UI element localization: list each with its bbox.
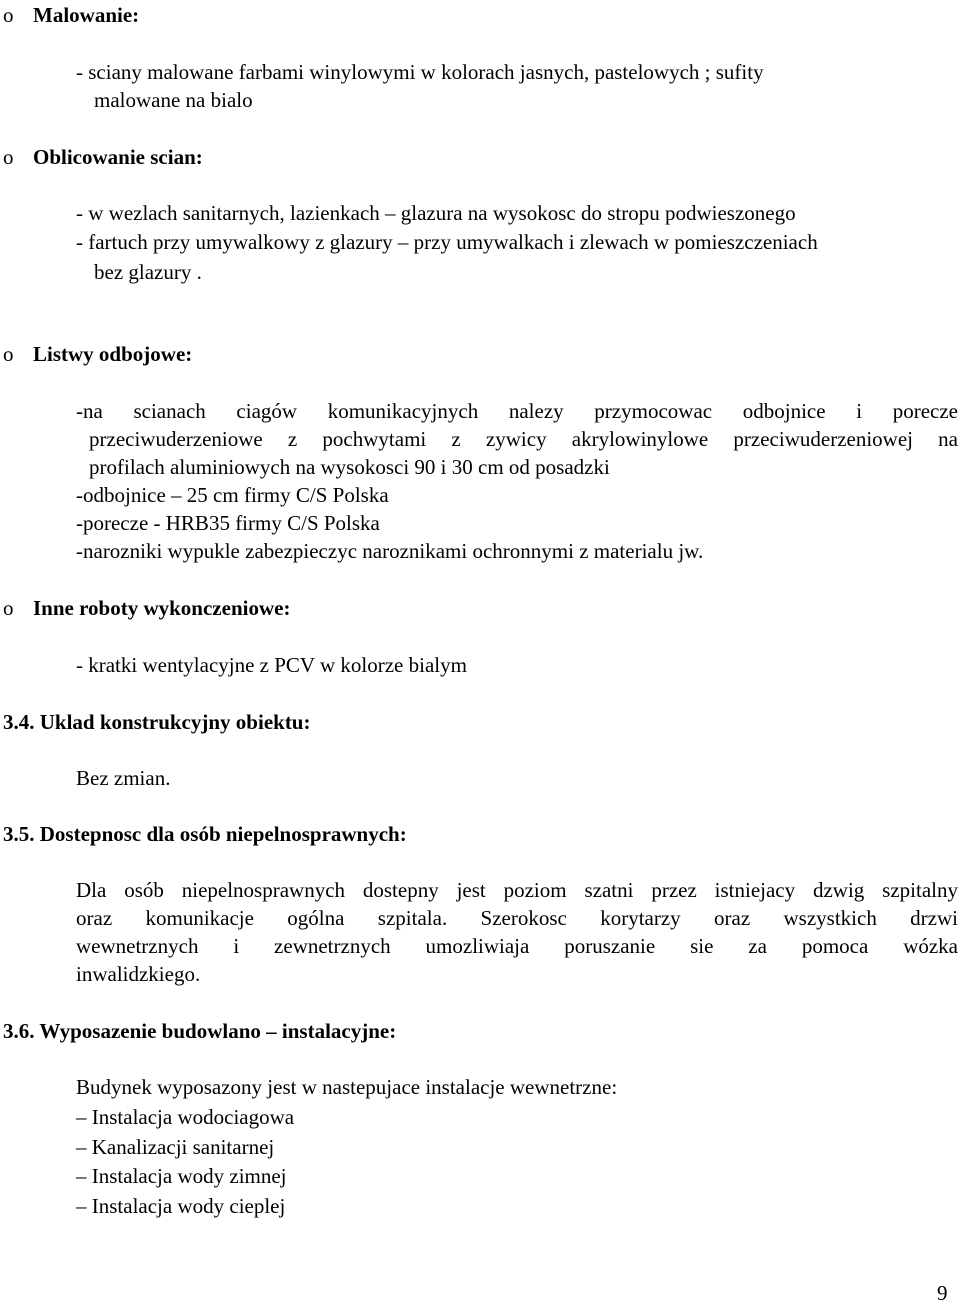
bullet-listwy: o — [3, 342, 14, 366]
malowanie-line-1: - sciany malowane farbami winylowymi w kolorach jasnych, pastelowych ; sufity — [76, 60, 764, 84]
heading-listwy: Listwy odbojowe: — [33, 342, 193, 366]
listwy-line-4: -odbojnice – 25 cm firmy C/S Polska — [76, 483, 389, 507]
wyposazenie-item-4: – Instalacja wody cieplej — [76, 1194, 286, 1218]
dostepnosc-line-4: inwalidzkiego. — [76, 962, 201, 986]
listwy-line-3: profilach aluminiowych na wysokosci 90 i 30 cm od posadzki — [89, 455, 610, 479]
heading-wyposazenie: 3.6. Wyposazenie budowlano – instalacyjne: — [3, 1019, 397, 1043]
malowanie-line-2: malowane na bialo — [94, 88, 253, 112]
dostepnosc-line-2: oraz komunikacje ogólna szpitala. Szerokosc korytarzy oraz wszystkich drzwi — [76, 906, 958, 930]
bullet-inne: o — [3, 596, 14, 620]
inne-line-1: - kratki wentylacyjne z PCV w kolorze bialym — [76, 653, 467, 677]
bullet-malowanie: o — [3, 3, 14, 27]
wyposazenie-intro: Budynek wyposazony jest w nastepujace instalacje wewnetrzne: — [76, 1075, 618, 1099]
uklad-text: Bez zmian. — [76, 766, 171, 790]
dostepnosc-line-3: wewnetrznych i zewnetrznych umozliwiaja poruszanie sie za pomoca wózka — [76, 934, 958, 958]
heading-dostepnosc: 3.5. Dostepnosc dla osób niepelnosprawnych: — [3, 822, 407, 846]
oblicowanie-line-2: - fartuch przy umywalkowy z glazury – przy umywalkach i zlewach w pomieszczeniach — [76, 230, 818, 254]
heading-malowanie: Malowanie: — [33, 3, 140, 27]
oblicowanie-line-3: bez glazury . — [94, 260, 202, 284]
oblicowanie-line-1: - w wezlach sanitarnych, lazienkach – glazura na wysokosc do stropu podwieszonego — [76, 201, 796, 225]
listwy-line-1: -na scianach ciagów komunikacyjnych nalezy przymocowac odbojnice i porecze — [76, 399, 958, 423]
bullet-oblicowanie: o — [3, 145, 14, 169]
page-number: 9 — [937, 1281, 948, 1305]
heading-oblicowanie: Oblicowanie scian: — [33, 145, 203, 169]
heading-uklad: 3.4. Uklad konstrukcyjny obiektu: — [3, 710, 311, 734]
wyposazenie-item-2: – Kanalizacji sanitarnej — [76, 1135, 275, 1159]
wyposazenie-item-1: – Instalacja wodociagowa — [76, 1105, 295, 1129]
dostepnosc-line-1: Dla osób niepelnosprawnych dostepny jest poziom szatni przez istniejacy dzwig szpitalny — [76, 878, 958, 902]
listwy-line-2: przeciwuderzeniowe z pochwytami z zywicy akrylowinylowe przeciwuderzeniowej na — [89, 427, 958, 451]
listwy-line-6: -narozniki wypukle zabezpieczyc naroznikami ochronnymi z materialu jw. — [76, 539, 704, 563]
heading-inne: Inne roboty wykonczeniowe: — [33, 596, 291, 620]
wyposazenie-item-3: – Instalacja wody zimnej — [76, 1164, 287, 1188]
listwy-line-5: -porecze - HRB35 firmy C/S Polska — [76, 511, 380, 535]
